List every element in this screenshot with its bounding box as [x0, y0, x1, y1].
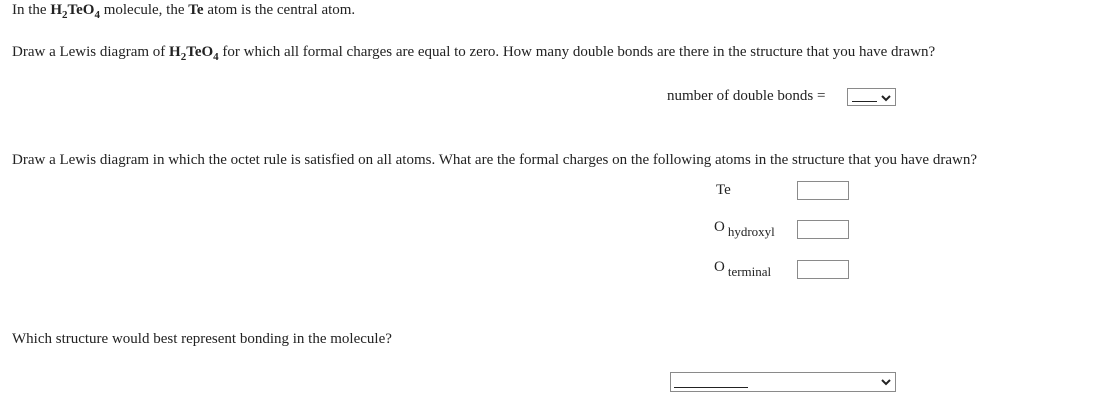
atom-label-o-terminal — [714, 259, 772, 279]
q1-prefix: Draw a Lewis diagram of — [12, 44, 170, 60]
formula — [50, 2, 100, 21]
question-2-text: Draw a Lewis diagram in which the octet rule is satisfied on all atoms. What are the formal charges on the following atoms in the structure that you have drawn? — [12, 152, 977, 168]
q1-formula-h-sub: 2 — [180, 51, 187, 63]
q1-formula-teo: TeO — [186, 44, 214, 60]
q1-formula — [169, 44, 219, 63]
atom-symbol-o: O — [714, 259, 725, 275]
question-3-text: Which structure would best represent bonding in the molecule? — [12, 331, 392, 347]
q1-formula-o-sub: 4 — [213, 51, 219, 63]
question-1-text — [12, 44, 935, 61]
chevron-down-icon — [881, 94, 891, 102]
intro-prefix: In the — [12, 2, 51, 18]
atom-symbol-o: O — [714, 219, 725, 235]
central-atom: Te — [188, 2, 204, 18]
atom-qualifier-hydroxyl: hydroxyl — [727, 224, 775, 239]
q1-suffix: for which all formal charges are equal to zero. How many double bonds are there in the structure that you have drawn? — [218, 44, 936, 60]
double-bonds-label: number of double bonds = — [667, 88, 826, 104]
select-blank — [852, 101, 877, 102]
intro-mid: molecule, the — [99, 2, 189, 18]
atom-label-o-hydroxyl — [714, 219, 775, 239]
bonding-structure-select[interactable] — [670, 372, 896, 392]
formal-charge-o-hydroxyl-input[interactable] — [797, 220, 849, 239]
formula-h: H — [50, 2, 62, 18]
chevron-down-icon — [881, 378, 891, 386]
formula-h-sub: 2 — [62, 9, 68, 21]
formula-teo: TeO — [67, 2, 95, 18]
atom-qualifier-terminal: terminal — [727, 264, 772, 279]
q1-formula-h: H — [169, 44, 181, 60]
double-bonds-select[interactable] — [847, 88, 896, 106]
formula-o-sub: 4 — [94, 9, 100, 21]
formal-charge-te-input[interactable] — [797, 181, 849, 200]
formal-charge-o-terminal-input[interactable] — [797, 260, 849, 279]
atom-label-te: Te — [716, 182, 731, 198]
intro-suffix: atom is the central atom. — [203, 2, 356, 18]
intro-text — [12, 2, 355, 19]
select-blank — [674, 387, 748, 388]
